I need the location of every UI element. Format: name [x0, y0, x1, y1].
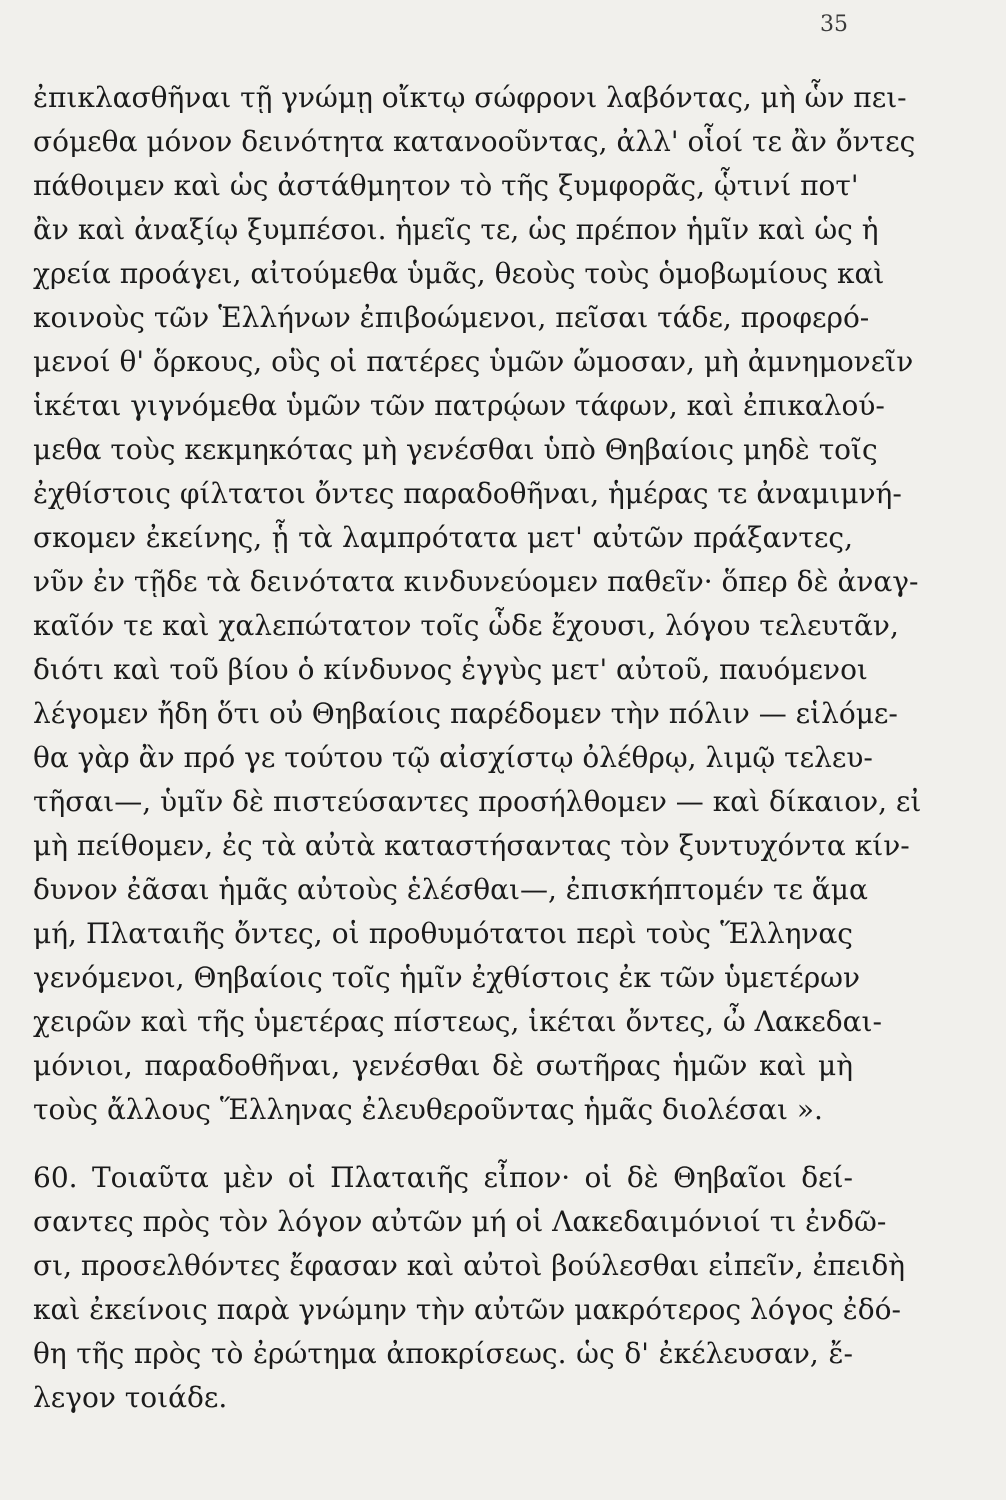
section-60-line: 60. Τοιαῦτα μὲν οἱ Πλαταιῆς εἶπον· οἱ δὲ Θηβαῖοι δεί-	[33, 1161, 853, 1194]
text-line: σόμεθα μόνον δεινότητα κατανοοῦντας, ἀλλ' οἷοί τε ἂν ὄντες	[33, 125, 916, 158]
text-line: μεθα τοὺς κεκμηκότας μὴ γενέσθαι ὑπὸ Θηβαίοις μηδὲ τοῖς	[33, 433, 878, 466]
text-line: θα γὰρ ἂν πρό γε τούτου τῷ αἰσχίστῳ ὀλέθρῳ, λιμῷ τελευ-	[33, 741, 873, 774]
text-line: ἂν καὶ ἀναξίῳ ξυμπέσοι. ἡμεῖς τε, ὡς πρέπον ἡμῖν καὶ ὡς ἡ	[33, 213, 879, 246]
section-60-line: καὶ ἐκείνοις παρὰ γνώμην τὴν αὐτῶν μακρότερος λόγος ἐδό-	[33, 1293, 901, 1326]
text-line: χρεία προάγει, αἰτούμεθα ὑμᾶς, θεοὺς τοὺς ὁμοβωμίους καὶ	[33, 257, 885, 290]
text-line: μόνιοι, παραδοθῆναι, γενέσθαι δὲ σωτῆρας ἡμῶν καὶ μὴ	[33, 1049, 853, 1082]
text-line: ἐχθίστοις φίλτατοι ὄντες παραδοθῆναι, ἡμέρας τε ἀναμιμνή-	[33, 477, 902, 510]
text-line: λέγομεν ἤδη ὅτι οὐ Θηβαίοις παρέδομεν τὴν πόλιν — εἱλόμε-	[33, 697, 898, 730]
text-line: χειρῶν καὶ τῆς ὑμετέρας πίστεως, ἱκέται ὄντες, ὦ Λακεδαι-	[33, 1005, 882, 1038]
section-60-line: θη τῆς πρὸς τὸ ἐρώτημα ἀποκρίσεως. ὡς δ' ἐκέλευσαν, ἔ-	[33, 1337, 853, 1370]
section-60-line: σαντες πρὸς τὸν λόγον αὐτῶν μή οἱ Λακεδαιμόνιοί τι ἐνδῶ-	[33, 1205, 887, 1238]
text-line: τοὺς ἄλλους Ἕλληνας ἐλευθεροῦντας ἡμᾶς διολέσαι ».	[33, 1093, 823, 1126]
text-line: μή, Πλαταιῆς ὄντες, οἱ προθυμότατοι περὶ τοὺς Ἕλληνας	[33, 917, 853, 950]
section-60-line: σι, προσελθόντες ἔφασαν καὶ αὐτοὶ βούλεσθαι εἰπεῖν, ἐπειδὴ	[33, 1249, 906, 1282]
section-60-line: λεγον τοιάδε.	[33, 1381, 228, 1414]
text-line: ἐπικλασθῆναι τῇ γνώμῃ οἴκτῳ σώφρονι λαβόντας, μὴ ὧν πει-	[33, 81, 907, 114]
text-line: μὴ πείθομεν, ἐς τὰ αὐτὰ καταστήσαντας τὸν ξυντυχόντα κίν-	[33, 829, 910, 862]
text-line: νῦν ἐν τῇδε τὰ δεινότατα κινδυνεύομεν παθεῖν· ὅπερ δὲ ἀναγ-	[33, 565, 919, 598]
text-line: τῆσαι—, ὑμῖν δὲ πιστεύσαντες προσήλθομεν — καὶ δίκαιον, εἰ	[33, 785, 922, 818]
text-line: κοινοὺς τῶν Ἑλλήνων ἐπιβοώμενοι, πεῖσαι τάδε, προφερό-	[33, 301, 870, 334]
text-line: καῖόν τε καὶ χαλεπώτατον τοῖς ὧδε ἔχουσι, λόγου τελευτᾶν,	[33, 609, 899, 642]
page-number: 35	[820, 12, 848, 37]
text-line: γενόμενοι, Θηβαίοις τοῖς ἡμῖν ἐχθίστοις ἐκ τῶν ὑμετέρων	[33, 961, 861, 994]
text-line: ἱκέται γιγνόμεθα ὑμῶν τῶν πατρῴων τάφων, καὶ ἐπικαλού-	[33, 389, 885, 422]
text-line: πάθοιμεν καὶ ὡς ἀστάθμητον τὸ τῆς ξυμφορᾶς, ᾧτινί ποτ'	[33, 169, 859, 202]
text-line: διότι καὶ τοῦ βίου ὁ κίνδυνος ἐγγὺς μετ' αὐτοῦ, παυόμενοι	[33, 653, 868, 686]
text-line: σκομεν ἐκείνης, ᾗ τὰ λαμπρότατα μετ' αὐτῶν πράξαντες,	[33, 521, 853, 554]
text-line: δυνον ἐᾶσαι ἡμᾶς αὐτοὺς ἑλέσθαι—, ἐπισκήπτομέν τε ἅμα	[33, 873, 868, 906]
text-line: μενοί θ' ὅρκους, οὓς οἱ πατέρες ὑμῶν ὤμοσαν, μὴ ἀμνημονεῖν	[33, 345, 914, 378]
